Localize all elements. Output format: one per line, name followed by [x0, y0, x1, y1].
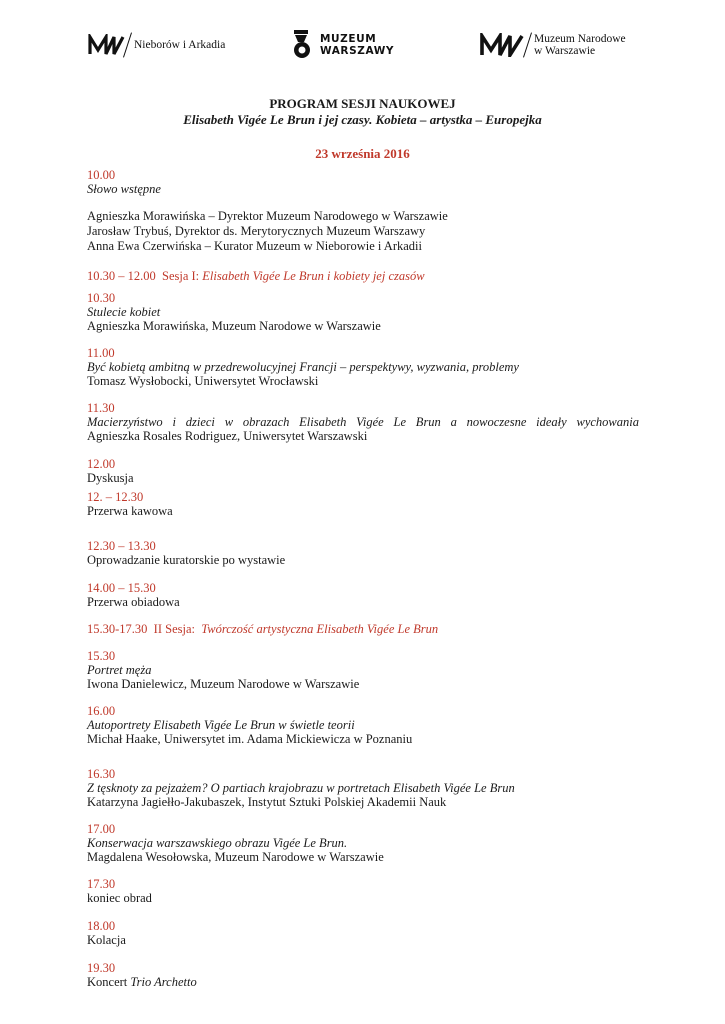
lunch-block: [87, 581, 639, 609]
talk-speaker: Tomasz Wysłobocki, Uniwersytet Wrocławski: [87, 374, 319, 388]
opening-speaker-1: Agnieszka Morawińska – Dyrektor Muzeum Narodowego w Warszawie: [87, 209, 448, 223]
coffee-label: Przerwa kawowa: [87, 504, 173, 518]
talk-title: Portret męża: [87, 663, 152, 677]
mnw-mark-icon: [88, 34, 126, 56]
logo-muzeum-narodowe-text: [534, 33, 626, 57]
talk-speaker: Magdalena Wesołowska, Muzeum Narodowe w Warszawie: [87, 850, 384, 864]
program-title: PROGRAM SESJI NAUKOWEJ: [269, 96, 456, 111]
closing-time: 17.30: [87, 877, 116, 891]
concert-block: [87, 961, 639, 989]
closing-label: koniec obrad: [87, 891, 152, 905]
session2-label: II Sesja:: [153, 622, 195, 636]
discussion-block: [87, 457, 639, 485]
session2-title: Twórczość artystyczna Elisabeth Vigée Le Brun: [201, 622, 439, 636]
talk-time: 15.30: [87, 649, 116, 663]
concert-performer: Trio Archetto: [130, 975, 197, 989]
talk-speaker: Agnieszka Rosales Rodriguez, Uniwersytet Warszawski: [87, 429, 368, 443]
program-subtitle: Elisabeth Vigée Le Brun i jej czasy. Kobieta – artystka – Europejka: [183, 112, 542, 127]
dinner-time: 18.00: [87, 919, 116, 933]
event-date: 23 września 2016: [315, 146, 410, 161]
talk-3: [87, 401, 639, 443]
talk-time: 11.00: [87, 346, 115, 360]
logo-muzeum-narodowe: [480, 32, 626, 58]
logo-bar: [0, 26, 725, 70]
concert-line: [87, 975, 639, 989]
tour-label: Oprowadzanie kuratorskie po wystawie: [87, 553, 286, 567]
session1-title: Elisabeth Vigée Le Brun i kobiety jej czasów: [202, 269, 425, 283]
talk-4: [87, 649, 639, 691]
session1-time: 10.30 – 12.00: [87, 269, 156, 283]
muzeum-wordmark-line2: WARSZAWY: [320, 45, 395, 57]
muzeum-warszawy-wordmark: [320, 33, 394, 57]
concert-time: 19.30: [87, 961, 116, 975]
session2-heading: [87, 622, 639, 636]
opening-speaker-2: Jarosław Trybuś, Dyrektor ds. Merytorycznych Muzeum Warszawy: [87, 224, 426, 238]
mnw-mark-icon: [480, 33, 526, 57]
mnw-text-line2: w Warszawie: [534, 45, 596, 57]
tour-block: [87, 539, 639, 567]
lunch-label: Przerwa obiadowa: [87, 595, 180, 609]
coffee-block: [87, 490, 639, 518]
mnw-text-line1: Muzeum Narodowe: [534, 33, 626, 45]
talk-speaker: Michał Haake, Uniwersytet im. Adama Mickiewicza w Poznaniu: [87, 732, 413, 746]
discussion-label: Dyskusja: [87, 471, 134, 485]
talk-time: 16.00: [87, 704, 116, 718]
talk-speaker: Katarzyna Jagiełło-Jakubaszek, Instytut Sztuki Polskiej Akademii Nauk: [87, 795, 447, 809]
talk-title: Autoportrety Elisabeth Vigée Le Brun w świetle teorii: [87, 718, 355, 732]
coffee-time: 12. – 12.30: [87, 490, 144, 504]
concert-label: Koncert: [87, 975, 128, 989]
session1-label: Sesja I:: [162, 269, 200, 283]
opening-time: 10.00: [87, 168, 116, 182]
logo-nieborow-text: Nieborów i Arkadia: [134, 39, 226, 51]
discussion-time: 12.00: [87, 457, 116, 471]
logo-nieborow: [88, 32, 225, 58]
talk-title: Konserwacja warszawskiego obrazu Vigée Le Brun.: [87, 836, 348, 850]
muzeum-wordmark-line1: MUZEUM: [320, 33, 377, 45]
talk-1: [87, 291, 639, 333]
talk-6: [87, 767, 639, 809]
opening-speakers: [87, 209, 639, 254]
program-header: [0, 96, 725, 128]
talk-title: Macierzyństwo i dzieci w obrazach Elisabeth Vigée Le Brun a nowoczesne ideały wychowania: [87, 415, 639, 429]
talk-2: [87, 346, 639, 388]
talk-time: 11.30: [87, 401, 115, 415]
opening-speaker-3: Anna Ewa Czerwińska – Kurator Muzeum w Nieborowie i Arkadii: [87, 239, 422, 253]
closing-block: [87, 877, 639, 905]
muzeum-warszawy-icon: [291, 29, 313, 61]
dinner-label: Kolacja: [87, 933, 126, 947]
session2-time: 15.30-17.30: [87, 622, 148, 636]
session1-heading: [87, 269, 639, 283]
talk-time: 16.30: [87, 767, 116, 781]
logo-muzeum-warszawy: [291, 29, 394, 61]
opening-block: [87, 168, 639, 196]
lunch-time: 14.00 – 15.30: [87, 581, 156, 595]
talk-title: Z tęsknoty za pejzażem? O partiach krajobrazu w portretach Elisabeth Vigée Le Brun: [87, 781, 515, 795]
talk-title: Być kobietą ambitną w przedrewolucyjnej Francji – perspektywy, wyzwania, problemy: [87, 360, 519, 374]
talk-speaker: Agnieszka Morawińska, Muzeum Narodowe w Warszawie: [87, 319, 381, 333]
talk-5: [87, 704, 639, 746]
dinner-block: [87, 919, 639, 947]
talk-7: [87, 822, 639, 864]
tour-time: 12.30 – 13.30: [87, 539, 156, 553]
talk-speaker: Iwona Danielewicz, Muzeum Narodowe w Warszawie: [87, 677, 360, 691]
talk-time: 10.30: [87, 291, 116, 305]
opening-title: Słowo wstępne: [87, 182, 161, 196]
talk-time: 17.00: [87, 822, 116, 836]
talk-title: Stulecie kobiet: [87, 305, 161, 319]
